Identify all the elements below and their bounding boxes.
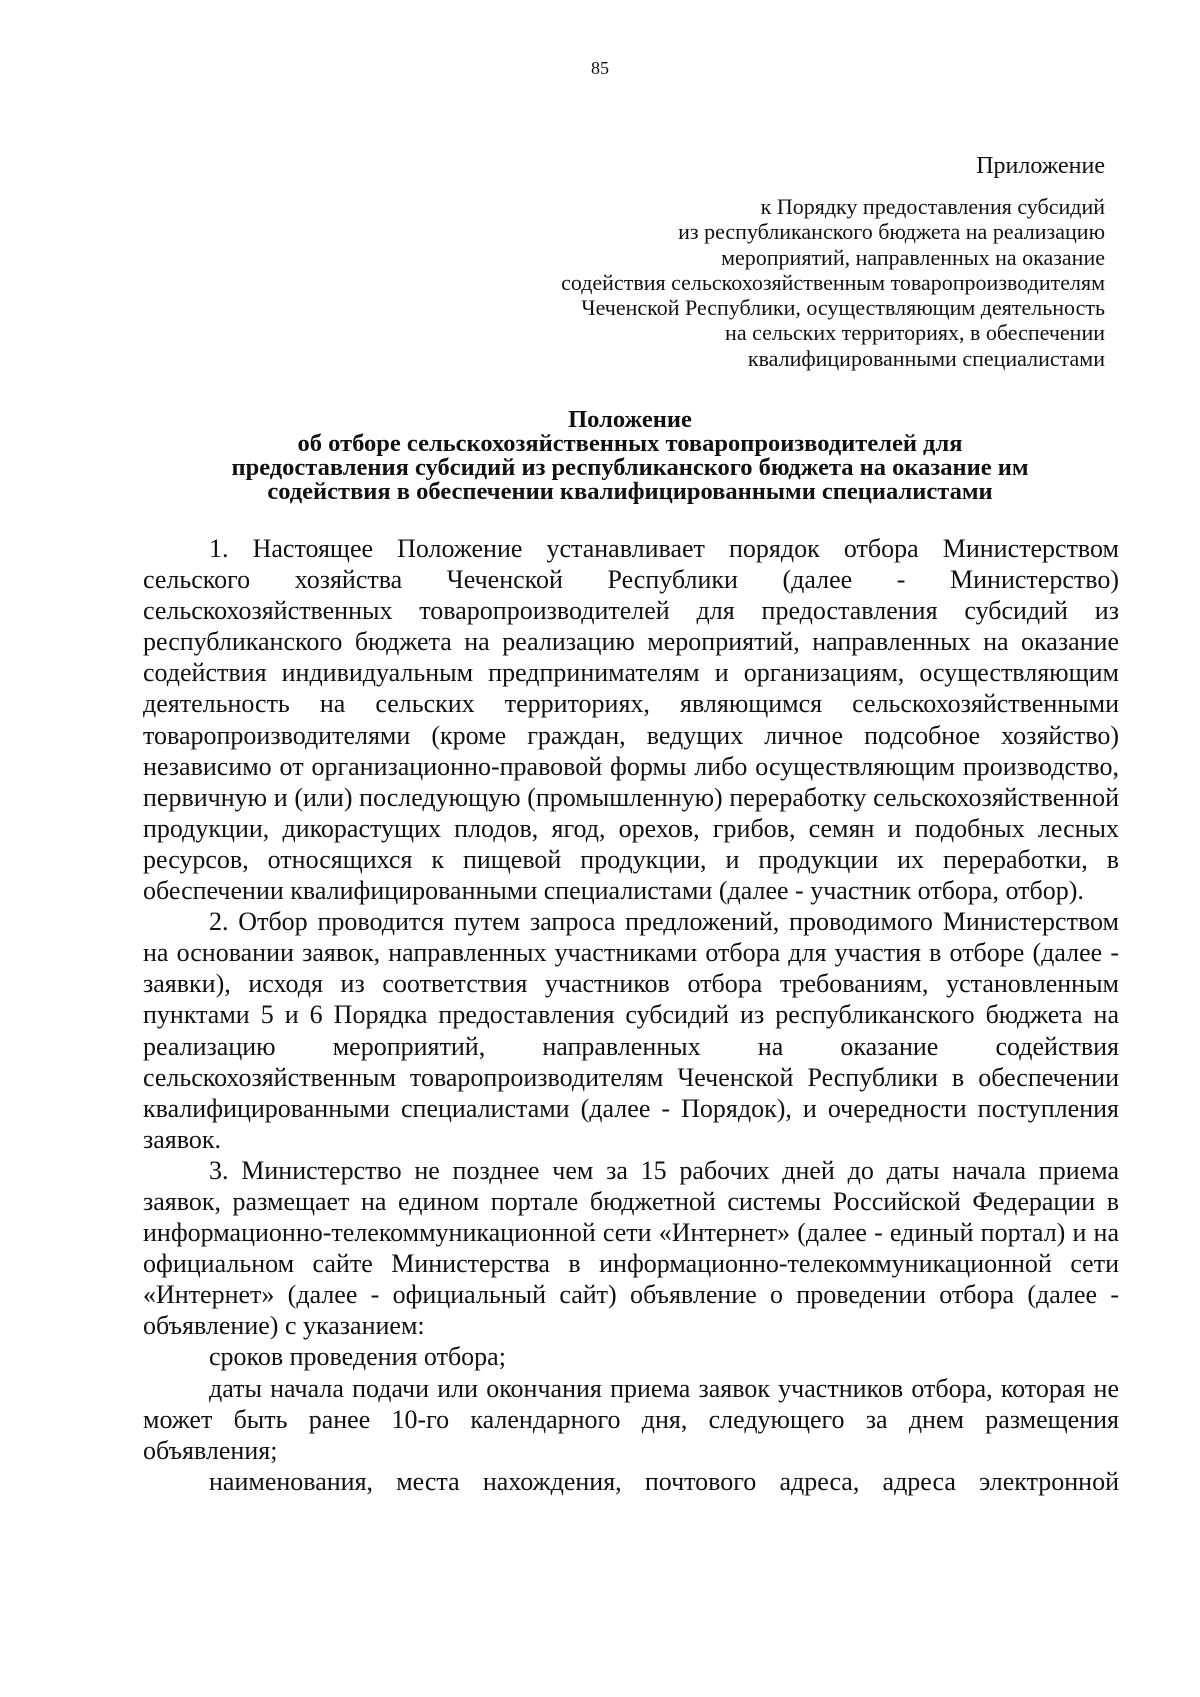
- paragraph-5: даты начала подачи или окончания приема заявок участников отбора, которая не может быть ранее 10-го календарного дня, следующего за днем размещения объявления;: [143, 1373, 1119, 1465]
- appendix-line: мероприятий, направленных на оказание: [721, 244, 1105, 270]
- appendix-line: на сельских территориях, в обеспечении: [725, 320, 1105, 346]
- heading-line: предоставления субсидий из республиканского бюджета на оказание им: [231, 454, 1029, 481]
- heading-line: содействия в обеспечении квалифицированными специалистами: [267, 478, 993, 505]
- paragraph-2: 2. Отбор проводится путем запроса предложений, проводимого Министерством на основании заявок, направленных участниками отбора для участия в отборе (далее - заявки), исходя из соответствия участников отбора требованиям, установленным пунктами 5 и 6 Порядка предоставления субсидий из республиканского бюджета на реализацию мероприятий, направленных на оказание содействия сельскохозяйственным товаропроизводителям Чеченской Республики в обеспечении квалифицированными специалистами (далее - Порядок), и очередности поступления заявок.: [143, 907, 1119, 1154]
- appendix-title: Приложение: [976, 153, 1105, 179]
- paragraph-1: 1. Настоящее Положение устанавливает порядок отбора Министерством сельского хозяйства Чеченской Республики (далее - Министерство) сельскохозяйственных товаропроизводителей для предоставления субсидий из республиканского бюджета на реализацию мероприятий, направленных на оказание содействия индивидуальным предпринимателям и организациям, осуществляющим деятельность на сельских территориях, являющимся сельскохозяйственными товаропроизводителями (кроме граждан, ведущих личное подсобное хозяйство) независимо от организационно-правовой формы либо осуществляющим производство, первичную и (или) последующую (промышленную) переработку сельскохозяйственной продукции, дикорастущих плодов, ягод, орехов, грибов, семян и подобных лесных ресурсов, относящихся к пищевой продукции, и продукции их переработки, в обеспечении квалифицированными специалистами (далее - участник отбора, отбор).: [143, 534, 1119, 906]
- page-number: 85: [591, 58, 609, 78]
- document-body: [143, 533, 1119, 1497]
- appendix-line: к Порядку предоставления субсидий: [760, 194, 1105, 219]
- paragraph-6: наименования, места нахождения, почтового адреса, адреса электронной: [209, 1466, 1119, 1496]
- heading-line: об отборе сельскохозяйственных товаропроизводителей для: [297, 430, 963, 457]
- appendix-line: Чеченской Республики, осуществляющим деятельность: [581, 295, 1105, 321]
- document-heading: [100, 408, 1160, 504]
- appendix-line: квалифицированными специалистами: [747, 345, 1105, 371]
- heading-title: Положение: [568, 406, 692, 433]
- paragraph-4: сроков проведения отбора;: [209, 1342, 506, 1372]
- paragraph-3: 3. Министерство не позднее чем за 15 рабочих дней до даты начала приема заявок, размещает на едином портале бюджетной системы Российской Федерации в информационно-телекоммуникационной сети «Интернет» (далее - единый портал) и на официальном сайте Министерства в информационно-телекоммуникационной сети «Интернет» (далее - официальный сайт) объявление о проведении отбора (далее - объявление) с указанием:: [143, 1155, 1119, 1341]
- appendix-line: содействия сельскохозяйственным товаропроизводителям: [561, 269, 1105, 295]
- appendix-block: [405, 152, 1105, 371]
- appendix-line: из республиканского бюджета на реализацию: [678, 219, 1105, 245]
